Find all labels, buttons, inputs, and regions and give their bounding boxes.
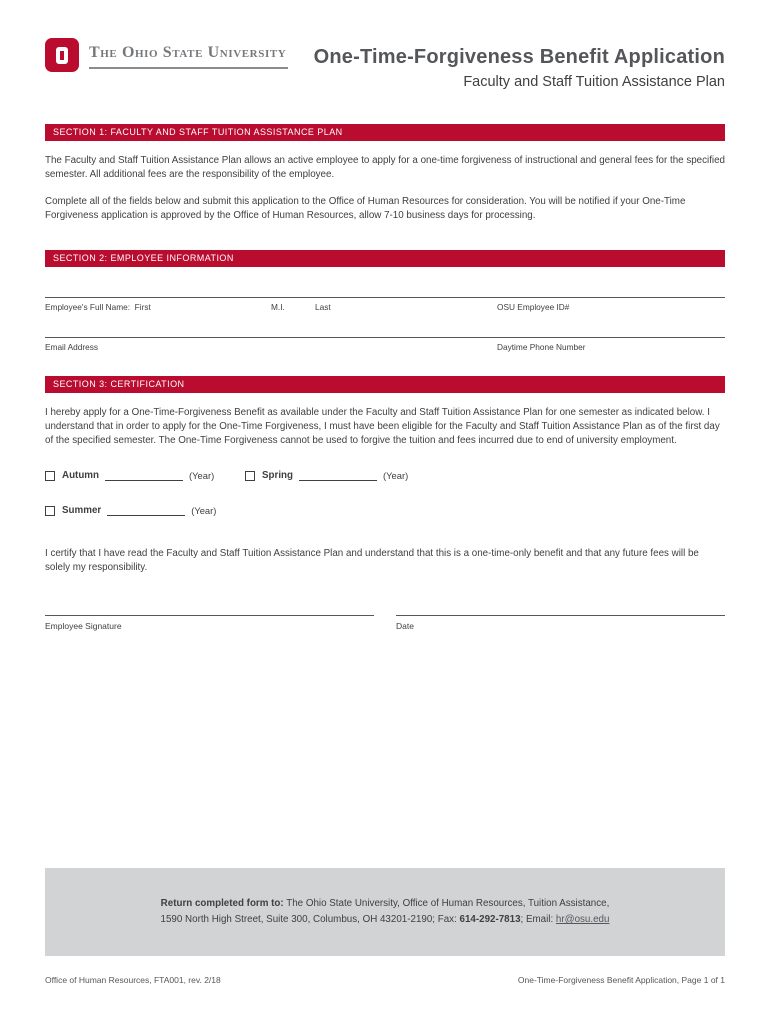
autumn-option	[45, 470, 245, 481]
daytime-phone-label: Daytime Phone Number	[497, 342, 586, 352]
date-line[interactable]	[396, 615, 725, 616]
spring-year-label: (Year)	[383, 470, 409, 481]
spring-checkbox[interactable]	[245, 471, 255, 481]
spring-option	[245, 470, 445, 481]
summer-label: Summer	[62, 505, 102, 516]
title-block	[314, 46, 725, 90]
summer-year-line[interactable]	[107, 505, 185, 516]
osu-logo	[45, 38, 288, 72]
osu-block-o-icon	[45, 38, 79, 72]
contact-field-labels	[45, 342, 725, 354]
header	[45, 0, 725, 90]
signature-block	[45, 615, 374, 631]
return-instructions-box	[45, 868, 725, 956]
page-title: One-Time-Forgiveness Benefit Application	[313, 46, 725, 68]
contact-field-row	[45, 337, 725, 354]
email-link[interactable]: hr@osu.edu	[555, 914, 610, 925]
autumn-checkbox[interactable]	[45, 471, 55, 481]
spring-label: Spring	[262, 470, 294, 481]
return-line-1	[45, 896, 725, 912]
employee-id-label: OSU Employee ID#	[497, 302, 570, 312]
footer-right: One-Time-Forgiveness Benefit Application, Page 1 of 1	[517, 975, 725, 985]
employee-signature-line[interactable]	[45, 615, 374, 616]
employee-signature-label: Employee Signature	[45, 621, 122, 631]
return-lead: Return completed form to:	[160, 898, 284, 909]
section3-heading: SECTION 3: CERTIFICATION	[45, 376, 725, 393]
fax-number: 614-292-7813	[459, 914, 521, 925]
summer-checkbox[interactable]	[45, 506, 55, 516]
return-line1-rest: The Ohio State University, Office of Human Resources, Tuition Assistance,	[283, 898, 610, 909]
semester-checkbox-row-2	[45, 505, 725, 523]
autumn-year-line[interactable]	[105, 470, 183, 481]
university-name: The Ohio State University	[89, 44, 287, 61]
return-line-2	[45, 912, 725, 928]
semester-checkbox-row-1	[45, 470, 725, 488]
summer-option	[45, 505, 245, 516]
name-field-labels	[45, 302, 725, 314]
contact-input-line[interactable]	[45, 337, 725, 338]
section2-heading: SECTION 2: EMPLOYEE INFORMATION	[45, 250, 725, 267]
date-label: Date	[396, 621, 414, 631]
return-email-lead: ; Email:	[520, 914, 556, 925]
name-field-row	[45, 297, 725, 314]
section1-heading: SECTION 1: FACULTY AND STAFF TUITION ASSISTANCE PLAN	[45, 124, 725, 141]
return-address: 1590 North High Street, Suite 300, Columbus, OH 43201-2190; Fax:	[160, 914, 460, 925]
section1-paragraph-1: The Faculty and Staff Tuition Assistance Plan allows an active employee to apply for a one-time forgiveness of instructional and general fees for the specified semester. All additional fees are the responsibility of the employee.	[45, 155, 725, 180]
last-name-label: Last	[315, 302, 331, 312]
signature-row	[45, 615, 725, 631]
middle-initial-label: M.I.	[271, 302, 285, 312]
certify-statement: I certify that I have read the Faculty and Staff Tuition Assistance Plan and understand that this is a one-time-only benefit and that any future fees will be solely my responsibility.	[45, 548, 699, 573]
section1-paragraph-2: Complete all of the fields below and submit this application to the Office of Human Resources for consideration. You will be notified if your One-Time Forgiveness application is approved by the Office of Human Resources, allow 7-10 business days for processing.	[45, 196, 686, 221]
full-name-label: Employee's Full Name: First	[45, 302, 151, 312]
autumn-year-label: (Year)	[189, 470, 215, 481]
date-block	[396, 615, 725, 631]
email-address-label: Email Address	[45, 342, 99, 352]
university-wordmark	[89, 38, 288, 69]
summer-year-label: (Year)	[191, 505, 217, 516]
spring-year-line[interactable]	[299, 470, 377, 481]
certification-paragraph: I hereby apply for a One-Time-Forgiveness Benefit as available under the Faculty and Staff Tuition Assistance Plan for one semester as indicated below. I understand that in order to apply for the One-Time Forgiveness, I must have been eligible for the Faculty and Staff Tuition Assistance Plan as of the first day of the specified semester. The One-Time Forgiveness cannot be used to forgive the tuition and fees incurred due to end of university employment.	[45, 407, 720, 446]
name-input-line[interactable]	[45, 297, 725, 298]
footer-left: Office of Human Resources, FTA001, rev. 2/18	[45, 975, 221, 985]
page-subtitle: Faculty and Staff Tuition Assistance Plan	[463, 74, 725, 90]
footer	[45, 975, 725, 985]
autumn-label: Autumn	[62, 470, 100, 481]
